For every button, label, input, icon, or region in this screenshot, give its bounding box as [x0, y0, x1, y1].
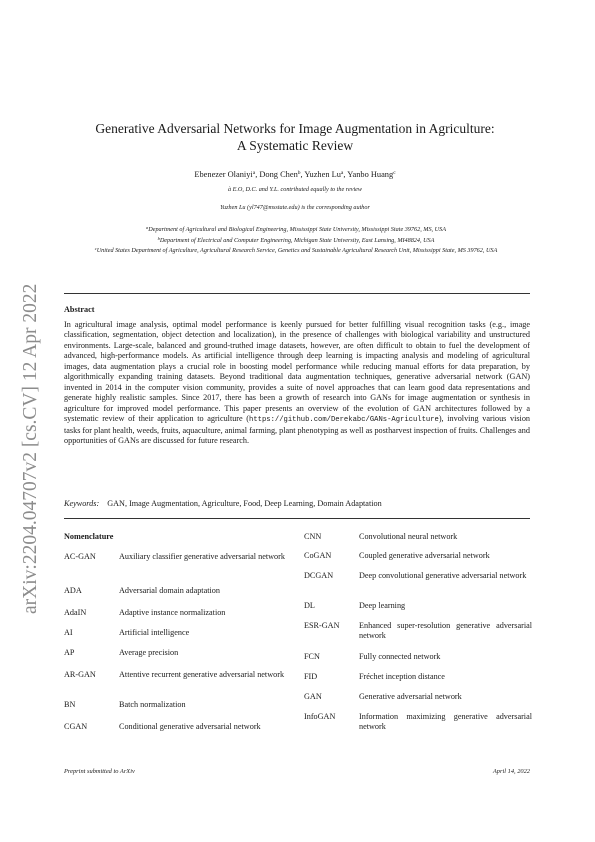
nomenclature-abbreviation: AC-GAN [64, 552, 96, 561]
nomenclature-abbreviation: FCN [304, 652, 320, 661]
nomenclature-definition: Conditional generative adversarial network [119, 722, 261, 731]
nomenclature-abbreviation: CGAN [64, 722, 88, 731]
affiliation-line [62, 245, 530, 256]
abstract-heading: Abstract [64, 305, 95, 314]
nomenclature-definition: Deep convolutional generative adversarial network [359, 571, 527, 580]
abstract-top-rule [64, 293, 530, 294]
nomenclature-definition: Auxiliary classifier generative adversarial network [119, 552, 285, 561]
abstract-url[interactable]: https://github.com/Derekabc/GANs-Agriculture [249, 416, 439, 425]
nomenclature-abbreviation: BN [64, 700, 76, 709]
nomenclature-abbreviation: CNN [304, 532, 322, 541]
nomenclature-definition: Average precision [119, 648, 179, 657]
affiliation-text: Department of Electrical and Computer Engineering, Michigan State University, East Lansing, MI48824, USA [159, 236, 435, 244]
affiliation-line [62, 235, 530, 246]
nomenclature-definition: Adaptive instance normalization [119, 608, 226, 617]
nomenclature-definition: Fully connected network [359, 652, 441, 661]
author-affiliation-mark: a [340, 170, 344, 176]
author-name: Yanbo Huang [347, 170, 394, 179]
affiliations [62, 224, 530, 256]
paper-title [60, 120, 530, 154]
author-affiliation-mark: a [252, 170, 256, 176]
affiliation-text: Department of Agricultural and Biological Engineering, Mississippi State University, Mississippi State 39762, MS, USA [148, 226, 446, 233]
nomenclature-abbreviation: CoGAN [304, 551, 332, 560]
nomenclature-definition: Batch normalization [119, 700, 186, 709]
nomenclature-definition: Artificial intelligence [119, 628, 190, 637]
nomenclature-abbreviation: InfoGAN [304, 712, 336, 721]
author-name: Dong Chen [259, 170, 298, 179]
abstract-bottom-rule [64, 518, 530, 519]
nomenclature-abbreviation: GAN [304, 692, 322, 701]
nomenclature-definition: Deep learning [359, 601, 406, 610]
nomenclature-definition: Coupled generative adversarial network [359, 551, 490, 560]
nomenclature-definition: Convolutional neural network [359, 532, 458, 541]
author-list: Ebenezer Olaniyi$^a$, Dong Chen$^b$, Yuzhen Lu$^a$, Yanbo Huang$^c$ [194, 170, 396, 179]
author-affiliation-mark: c [393, 170, 396, 176]
nomenclature-abbreviation: AP [64, 648, 75, 657]
author-name: Ebenezer Olaniyi [194, 170, 253, 179]
title-line-2: A Systematic Review [236, 138, 354, 153]
arxiv-stamp [6, 258, 46, 618]
nomenclature-abbreviation: AdaIN [64, 608, 87, 617]
equal-contribution-note: à E.O, D.C. and Y.L. contributed equally to the review [227, 186, 363, 193]
nomenclature-heading: Nomenclature [64, 532, 114, 541]
nomenclature-abbreviation: DL [304, 601, 315, 610]
corresponding-author-note: Yuzhen Lu (yl747@msstate.edu) is the corresponding author [220, 204, 370, 211]
affiliation-line [62, 224, 530, 235]
nomenclature-definition: Attentive recurrent generative adversarial network [119, 670, 285, 679]
arxiv-stamp-text: arXiv:2204.04707v2 [cs.CV] 12 Apr 2022 [20, 283, 41, 614]
affiliation-mark: a [146, 225, 149, 230]
nomenclature-abbreviation: FID [304, 672, 318, 681]
nomenclature-definition: Adversarial domain adaptation [119, 586, 220, 595]
footer-preprint: Preprint submitted to ArXiv [64, 768, 135, 775]
nomenclature-abbreviation: ADA [64, 586, 82, 595]
nomenclature-abbreviation: AI [64, 628, 73, 637]
affiliation-mark: b [157, 235, 160, 241]
nomenclature-abbreviation: AR-GAN [64, 670, 96, 679]
keywords-label: Keywords: [64, 499, 100, 508]
affiliation-mark: c [94, 246, 97, 252]
abstract-text-1: In agricultural image analysis, optimal model performance is keenly pursued for better fulfilling visual recognition tasks (e.g., image classification, segmentation, object detection and localization), in the presence of challenges with biological variability and unstructured environments. Large-scale, balanced and ground-truthed image datasets, however, are often difficult to obtain to fuel the development of advanced, high-performance models. As artificial intelligence through deep learning is impacting analysis and modeling of agricultural images, data augmentation plays a crucial role in boosting model performance while reducing manual efforts for data preparation, by algorithmically expanding training datasets. Beyond traditional data augmentation techniques, generative adversarial network (GAN) invented in 2014 in the computer vision community, provides a suite of novel approaches that can learn good data representations and generate highly realistic samples. Since 2017, there has been a growth of research into GANs for image augmentation or synthesis in agriculture for improved model performance. This paper presents an overview of the evolution of GAN architectures followed by a systematic review of their application to agriculture ( [64, 320, 530, 424]
nomenclature-abbreviation: ESR-GAN [304, 621, 340, 630]
keywords-text: GAN, Image Augmentation, Agriculture, Food, Deep Learning, Domain Adaptation [107, 499, 382, 508]
nomenclature-definition: Information maximizing generative adversarial network [359, 712, 532, 731]
abstract-body [64, 320, 530, 446]
title-line-1: Generative Adversarial Networks for Image Augmentation in Agriculture: [95, 121, 495, 136]
nomenclature-definition: Enhanced super-resolution generative adversarial network [359, 621, 532, 640]
abstract-text-2: ), involving various vision tasks for plant health, weeds, fruits, aquaculture, animal farming, plant phenotyping as well as postharvest inspection of fruits. Challenges and opportunities of GANs are discussed for future research. [64, 414, 531, 445]
author-affiliation-mark: b [297, 170, 301, 176]
keywords-line [64, 499, 382, 508]
nomenclature-definition: Fréchet inception distance [359, 672, 445, 681]
footer-date: April 14, 2022 [492, 768, 530, 775]
affiliation-text: United States Department of Agriculture, Agricultural Research Service, Genetics and Sustainable Agricultural Research Unit, Mississippi State, MS 39762, USA [96, 247, 498, 255]
nomenclature-abbreviation: DCGAN [304, 571, 334, 580]
nomenclature-definition: Generative adversarial network [359, 692, 462, 701]
author-name: Yuzhen Lu [304, 170, 341, 179]
